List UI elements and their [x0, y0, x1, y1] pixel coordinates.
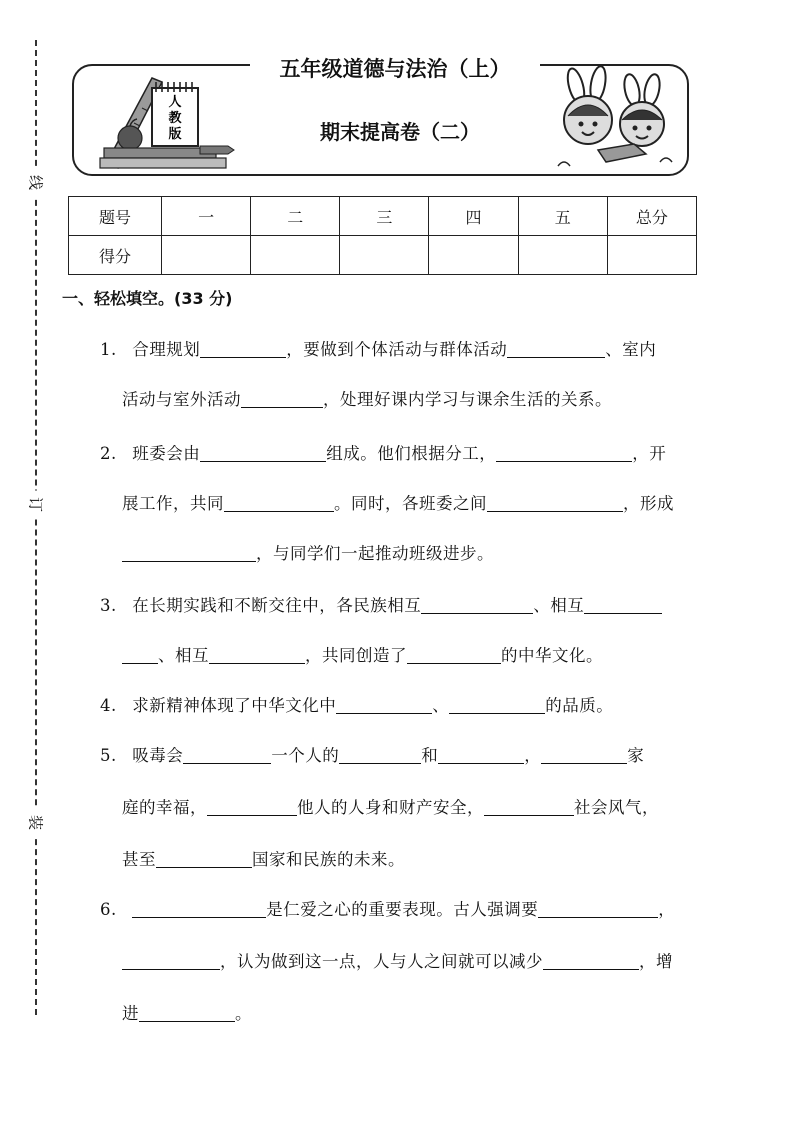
answer-blank[interactable]	[122, 645, 158, 664]
score-table	[68, 196, 697, 275]
question-text: 和	[421, 746, 439, 765]
question-text: 是仁爱之心的重要表现。古人强调要	[266, 900, 539, 919]
answer-blank[interactable]	[132, 899, 266, 918]
question-text: ，开	[632, 444, 667, 463]
question-number: 4.	[100, 696, 117, 715]
answer-blank[interactable]	[339, 745, 421, 764]
score-table-cell: 三	[340, 197, 429, 236]
answer-blank[interactable]	[241, 389, 323, 408]
question-text: 班委会由	[132, 444, 201, 463]
score-table-cell: 四	[429, 197, 518, 236]
score-input-cell[interactable]	[429, 236, 518, 275]
score-table-cell: 二	[251, 197, 340, 236]
answer-blank[interactable]	[449, 695, 545, 714]
question-6-line-3	[122, 1000, 252, 1024]
books-ruler-illustration	[96, 68, 236, 174]
score-input-cell[interactable]	[251, 236, 340, 275]
score-input-cell[interactable]	[340, 236, 429, 275]
question-text: 社会风气，	[574, 798, 659, 817]
answer-blank[interactable]	[336, 695, 432, 714]
answer-blank[interactable]	[183, 745, 271, 764]
answer-blank[interactable]	[156, 849, 252, 868]
question-text: 、室内	[605, 340, 657, 359]
question-number: 1.	[100, 340, 117, 359]
question-3-line-1	[100, 592, 662, 616]
answer-blank[interactable]	[224, 493, 334, 512]
question-text: 、相互	[158, 646, 209, 665]
question-text: 的品质。	[545, 696, 614, 715]
question-text: 一个人的	[271, 746, 340, 765]
question-2-line-3	[122, 540, 494, 564]
answer-blank[interactable]	[122, 543, 256, 562]
badge-char-3: 版	[168, 127, 182, 142]
answer-blank[interactable]	[207, 797, 297, 816]
question-text: 进	[122, 1004, 139, 1023]
question-2-line-2	[122, 490, 674, 514]
question-text: 家	[627, 746, 645, 765]
answer-blank[interactable]	[484, 797, 574, 816]
question-3-line-2	[122, 642, 603, 666]
question-text: 组成。他们根据分工，	[326, 444, 497, 463]
answer-blank[interactable]	[421, 595, 533, 614]
margin-char-xian: 线	[26, 169, 47, 197]
question-text: 国家和民族的未来。	[252, 850, 405, 869]
question-number: 5.	[100, 746, 117, 765]
score-table-score-row	[69, 236, 697, 275]
question-number: 3.	[100, 596, 117, 615]
question-text: 。同时，各班委之间	[334, 494, 487, 513]
question-5-line-2	[122, 794, 659, 818]
question-text: 活动与室外活动	[122, 390, 241, 409]
answer-blank[interactable]	[538, 899, 658, 918]
question-text: 展工作，共同	[122, 494, 224, 513]
answer-blank[interactable]	[139, 1003, 235, 1022]
margin-char-zhuang: 装	[26, 809, 47, 837]
score-table-cell: 总分	[607, 197, 696, 236]
score-table-cell: 五	[518, 197, 607, 236]
answer-blank[interactable]	[200, 339, 286, 358]
question-2-line-1	[100, 440, 666, 464]
answer-blank[interactable]	[507, 339, 605, 358]
question-number: 6.	[100, 900, 117, 919]
question-text: 他人的人身和财产安全，	[297, 798, 484, 817]
score-input-cell[interactable]	[162, 236, 251, 275]
question-5-line-3	[122, 846, 405, 870]
question-text: ，要做到个体活动与群体活动	[286, 340, 508, 359]
answer-blank[interactable]	[200, 443, 326, 462]
question-text: ，与同学们一起推动班级进步。	[256, 544, 494, 563]
question-1-line-1	[100, 336, 656, 360]
question-text: 、相互	[533, 596, 585, 615]
answer-blank[interactable]	[209, 645, 305, 664]
score-table-header-row	[69, 197, 697, 236]
question-5-line-1	[100, 742, 644, 766]
question-text: 吸毒会	[132, 746, 184, 765]
answer-blank[interactable]	[496, 443, 632, 462]
question-text: ，	[658, 900, 676, 919]
answer-blank[interactable]	[407, 645, 501, 664]
question-text: ，形成	[623, 494, 674, 513]
question-6-line-2	[122, 948, 673, 972]
question-text: 求新精神体现了中华文化中	[132, 696, 337, 715]
question-6-line-1	[100, 896, 675, 920]
score-input-cell[interactable]	[518, 236, 607, 275]
bunny-kids-illustration	[552, 66, 680, 172]
score-table-cell: 题号	[69, 197, 162, 236]
question-text: 、	[432, 696, 450, 715]
question-text: 庭的幸福，	[122, 798, 207, 817]
question-text: ，	[524, 746, 542, 765]
answer-blank[interactable]	[487, 493, 623, 512]
score-table-cell: 一	[162, 197, 251, 236]
answer-blank[interactable]	[543, 951, 639, 970]
answer-blank[interactable]	[541, 745, 627, 764]
answer-blank[interactable]	[122, 951, 220, 970]
question-text: 在长期实践和不断交往中，各民族相互	[132, 596, 422, 615]
question-text: 甚至	[122, 850, 156, 869]
exam-subtitle: 期末提高卷（二）	[320, 120, 480, 144]
question-number: 2.	[100, 444, 117, 463]
margin-char-ding: 订	[26, 491, 47, 519]
question-text: 。	[235, 1004, 252, 1023]
question-text: 合理规划	[132, 340, 201, 359]
answer-blank[interactable]	[438, 745, 524, 764]
question-text: ，认为做到这一点，人与人之间就可以减少	[220, 952, 543, 971]
answer-blank[interactable]	[584, 595, 662, 614]
score-input-cell[interactable]	[607, 236, 696, 275]
question-text: 的中华文化。	[501, 646, 603, 665]
question-text: ，处理好课内学习与课余生活的关系。	[323, 390, 612, 409]
badge-char-2: 教	[168, 111, 182, 126]
question-text: ，共同创造了	[305, 646, 407, 665]
section-heading: 一、轻松填空。(33 分)	[62, 289, 233, 308]
exam-title: 五年级道德与法治（上）	[250, 53, 540, 83]
badge-char-1: 人	[168, 95, 182, 110]
question-text: ，增	[639, 952, 673, 971]
question-1-line-2	[122, 386, 612, 410]
score-row-label: 得分	[69, 236, 162, 275]
question-4-line-1	[100, 692, 613, 716]
